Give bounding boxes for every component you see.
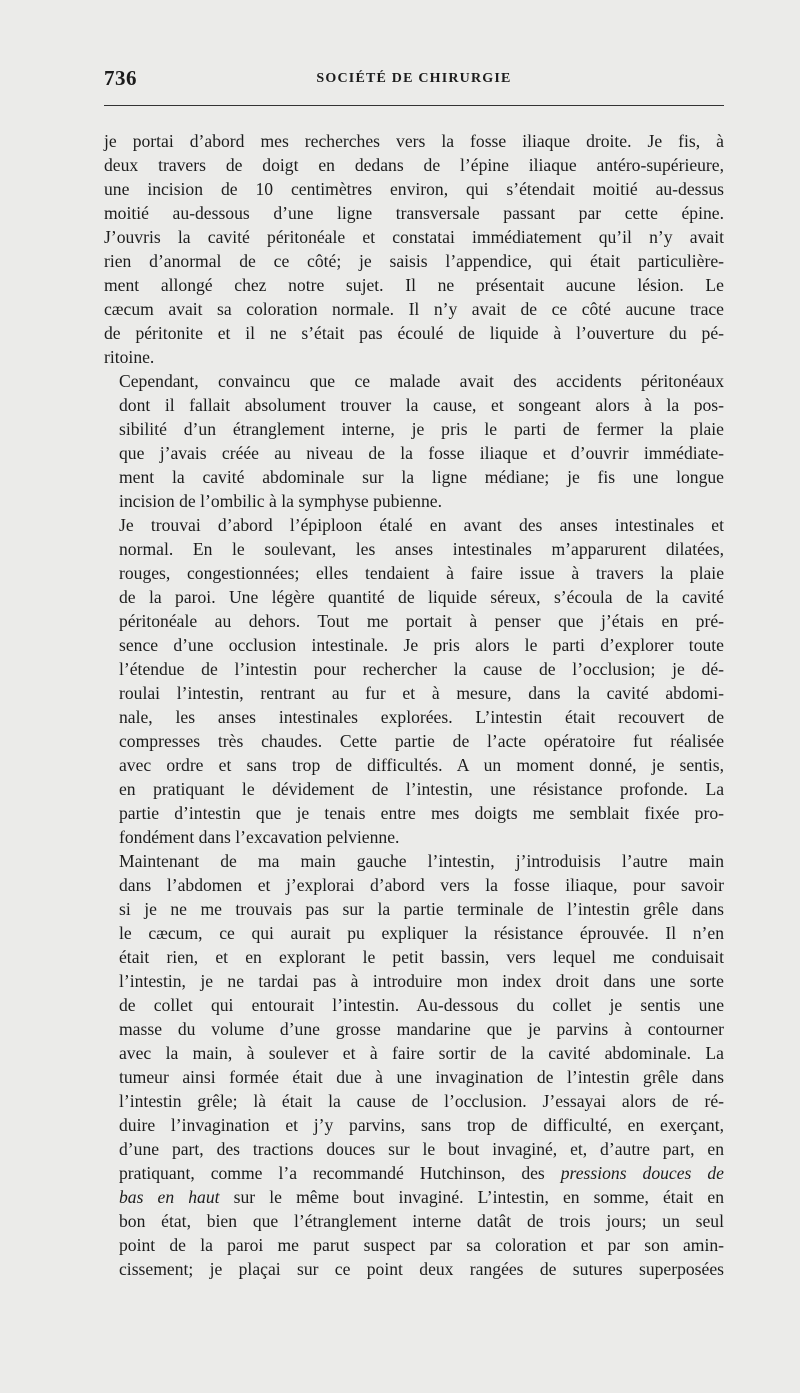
running-title: SOCIÉTÉ DE CHIRURGIE: [316, 71, 512, 86]
italic-text: pressions douces de: [560, 1163, 724, 1183]
text-line: rien d’anormal de ce côté; je saisis l’appendice, qui était particulière-: [104, 251, 724, 271]
text-line: bon état, bien que l’étranglement interne datât de trois jours; un seul: [119, 1211, 724, 1231]
text-line: avec ordre et sans trop de difficultés. A un moment donné, je sentis,: [119, 755, 724, 775]
paragraph-3: [104, 513, 724, 849]
text-line: une incision de 10 centimètres environ, qui s’étendait moitié au-dessus: [104, 179, 724, 199]
page-number: 736: [104, 66, 137, 90]
text-line: dans l’abdomen et j’explorai d’abord vers la fosse iliaque, pour savoir: [119, 875, 724, 895]
text-line: partie d’intestin que je tenais entre mes doigts me semblait fixée pro-: [119, 803, 724, 823]
text-line: tumeur ainsi formée était due à une invagination de l’intestin grêle dans: [119, 1067, 724, 1087]
text-line: normal. En le soulevant, les anses intestinales m’apparurent dilatées,: [119, 539, 724, 559]
text-line: de péritonite et il ne s’était pas écoulé de liquide à l’ouverture du pé-: [104, 323, 724, 343]
text-line: roulai l’intestin, rentrant au fur et à mesure, dans la cavité abdomi-: [119, 683, 724, 703]
text-line: péritonéale au dehors. Tout me portait à penser que j’étais en pré-: [119, 611, 724, 631]
paragraph-4: [104, 849, 724, 1281]
italic-text: bas en haut: [119, 1187, 220, 1207]
text-line: deux travers de doigt en dedans de l’épine iliaque antéro-supérieure,: [104, 155, 724, 175]
text-line: Maintenant de ma main gauche l’intestin, j’introduisis l’autre main: [119, 851, 724, 871]
text-line: point de la paroi me parut suspect par sa coloration et par son amin-: [119, 1235, 724, 1255]
text-segment: pratiquant, comme l’a recommandé Hutchinson, des: [119, 1163, 561, 1183]
text-line: cissement; je plaçai sur ce point deux rangées de sutures superposées: [119, 1259, 724, 1279]
text-line: ment la cavité abdominale sur la ligne médiane; je fis une longue: [119, 467, 724, 487]
text-line: ritoine.: [104, 347, 155, 367]
text-line: incision de l’ombilic à la symphyse pubienne.: [119, 491, 442, 511]
text-line: Cependant, convaincu que ce malade avait des accidents péritonéaux: [119, 371, 724, 391]
text-line: si je ne me trouvais pas sur la partie terminale de l’intestin grêle dans: [119, 899, 724, 919]
text-line: était rien, et en explorant le petit bassin, vers lequel me conduisait: [119, 947, 724, 967]
text-line: l’intestin grêle; là était la cause de l’occlusion. J’essayai alors de ré-: [119, 1091, 724, 1111]
text-line: J’ouvris la cavité péritonéale et constatai immédiatement qu’il n’y avait: [104, 227, 724, 247]
text-line: compresses très chaudes. Cette partie de l’acte opératoire fut réalisée: [119, 731, 724, 751]
body-text: [104, 129, 724, 1281]
text-line: que j’avais créée au niveau de la fosse iliaque et d’ouvrir immédiate-: [119, 443, 724, 463]
text-line: [104, 1161, 724, 1185]
text-line: dont il fallait absolument trouver la cause, et songeant alors à la pos-: [119, 395, 724, 415]
text-line: je portai d’abord mes recherches vers la fosse iliaque droite. Je fis, à: [104, 131, 724, 151]
text-line: de collet qui entourait l’intestin. Au-dessous du collet je sentis une: [119, 995, 724, 1015]
text-line: [104, 1185, 724, 1209]
header-rule: [104, 105, 724, 106]
page-header: [104, 66, 724, 94]
paragraph-2: [104, 369, 724, 513]
text-line: masse du volume d’une grosse mandarine que je parvins à contourner: [119, 1019, 724, 1039]
paragraph-1: [104, 129, 724, 369]
text-line: l’intestin, je ne tardai pas à introduire mon index droit dans une sorte: [119, 971, 724, 991]
text-line: nale, les anses intestinales explorées. L’intestin était recouvert de: [119, 707, 724, 727]
text-line: Je trouvai d’abord l’épiploon étalé en avant des anses intestinales et: [119, 515, 724, 535]
text-line: avec la main, à soulever et à faire sortir de la cavité abdominale. La: [119, 1043, 724, 1063]
text-segment: sur le même bout invaginé. L’intestin, en somme, était en: [219, 1187, 724, 1207]
text-line: sibilité d’un étranglement interne, je pris le parti de fermer la plaie: [119, 419, 724, 439]
text-line: d’une part, des tractions douces sur le bout invaginé, et, d’autre part, en: [119, 1139, 724, 1159]
text-line: l’étendue de l’intestin pour rechercher la cause de l’occlusion; je dé-: [119, 659, 724, 679]
text-line: sence d’une occlusion intestinale. Je pris alors le parti d’explorer toute: [119, 635, 724, 655]
text-line: de la paroi. Une légère quantité de liquide séreux, s’écoula de la cavité: [119, 587, 724, 607]
text-line: cæcum avait sa coloration normale. Il n’y avait de ce côté aucune trace: [104, 299, 724, 319]
text-line: duire l’invagination et j’y parvins, sans trop de difficulté, en exerçant,: [119, 1115, 724, 1135]
text-line: rouges, congestionnées; elles tendaient à faire issue à travers la plaie: [119, 563, 724, 583]
text-line: le cæcum, ce qui aurait pu expliquer la résistance éprouvée. Il n’en: [119, 923, 724, 943]
text-line: fondément dans l’excavation pelvienne.: [119, 827, 400, 847]
text-line: ment allongé chez notre sujet. Il ne présentait aucune lésion. Le: [104, 275, 724, 295]
text-line: en pratiquant le dévidement de l’intestin, une résistance profonde. La: [119, 779, 724, 799]
text-line: moitié au-dessous d’une ligne transversale passant par cette épine.: [104, 203, 724, 223]
